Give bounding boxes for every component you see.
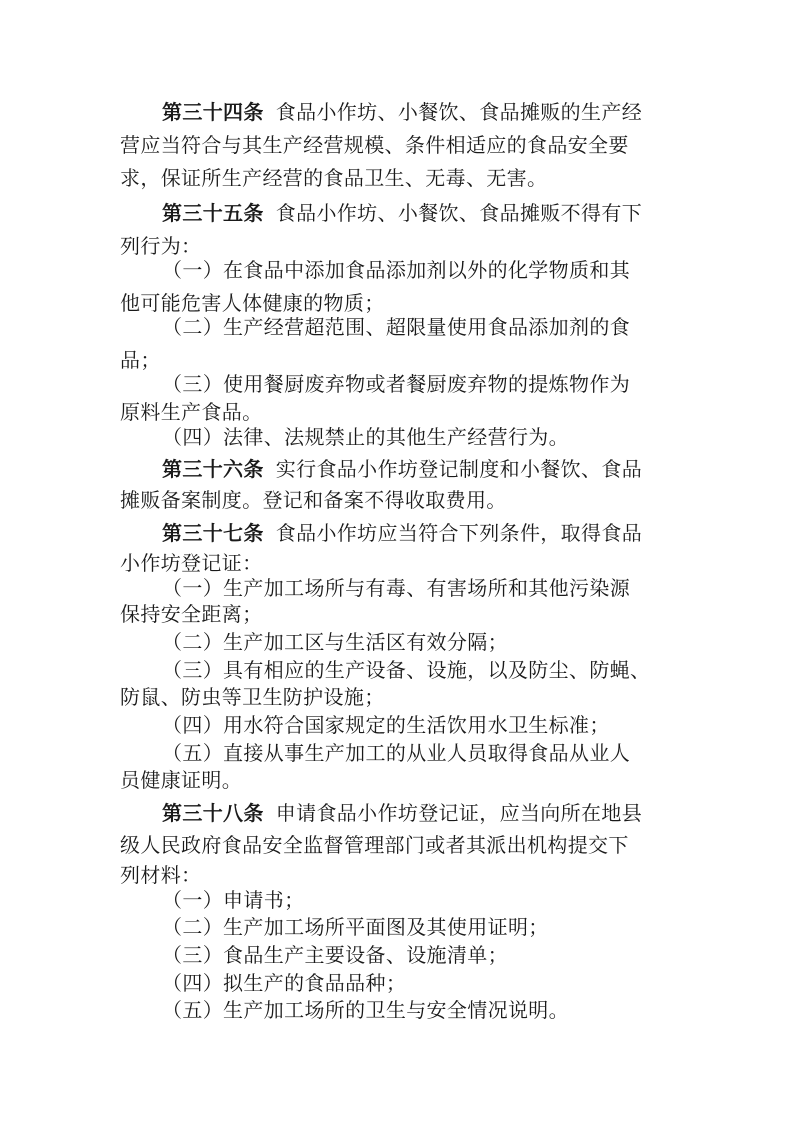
article-36-heading-line [162, 455, 642, 483]
article-text: 实行食品小作坊登记制度和小餐饮、食品 [275, 457, 643, 481]
list-item: （二）生产加工场所平面图及其使用证明； [162, 915, 549, 939]
list-item: （三）具有相应的生产设备、设施，以及防尘、防蝇、 [162, 658, 651, 682]
list-item: （二）生产经营超范围、超限量使用食品添加剂的食 [162, 315, 631, 339]
text-line: 求，保证所生产经营的食品卫生、无毒、无害。 [120, 166, 548, 190]
list-item-continuation: 原料生产食品。 [120, 400, 263, 424]
text-line: 列行为： [120, 234, 202, 258]
list-item-continuation: 保持安全距离； [120, 602, 263, 626]
article-text: 食品小作坊、小餐饮、食品摊贩不得有下 [275, 201, 643, 225]
list-item: （五）直接从事生产加工的从业人员取得食品从业人 [162, 741, 631, 765]
article-text: 食品小作坊应当符合下列条件，取得食品 [275, 521, 643, 545]
list-item: （一）生产加工场所与有毒、有害场所和其他污染源 [162, 576, 631, 600]
article-text: 食品小作坊、小餐饮、食品摊贩的生产经 [275, 100, 643, 124]
list-item: （四）法律、法规禁止的其他生产经营行为。 [162, 425, 569, 449]
article-text: 申请食品小作坊登记证，应当向所在地县 [275, 801, 643, 825]
article-title: 第三十七条 [162, 521, 264, 545]
list-item: （二）生产加工区与生活区有效分隔； [162, 630, 508, 654]
article-38-heading-line [162, 799, 642, 827]
list-item: （五）生产加工场所的卫生与安全情况说明。 [162, 998, 569, 1022]
list-item: （四）拟生产的食品品种； [162, 971, 407, 995]
list-item: （三）食品生产主要设备、设施清单； [162, 943, 508, 967]
list-item-continuation: 员健康证明。 [120, 768, 243, 792]
list-item: （一）申请书； [162, 888, 305, 912]
text-line: 列材料： [120, 863, 202, 887]
list-item: （三）使用餐厨废弃物或者餐厨废弃物的提炼物作为 [162, 372, 631, 396]
article-title: 第三十四条 [162, 100, 264, 124]
text-line: 摊贩备案制度。登记和备案不得收取费用。 [120, 488, 507, 512]
text-line: 营应当符合与其生产经营规模、条件相适应的食品安全要 [120, 133, 629, 157]
article-title: 第三十八条 [162, 801, 264, 825]
list-item-continuation: 他可能危害人体健康的物质； [120, 291, 385, 315]
article-37-heading-line [162, 519, 642, 547]
text-line: 小作坊登记证： [120, 551, 263, 575]
article-35-heading-line [162, 199, 642, 227]
list-item: （四）用水符合国家规定的生活饮用水卫生标准； [162, 713, 610, 737]
list-item-continuation: 品； [120, 348, 161, 372]
text-line: 级人民政府食品安全监督管理部门或者其派出机构提交下 [120, 833, 629, 857]
article-title: 第三十五条 [162, 201, 264, 225]
list-item-continuation: 防鼠、防虫等卫生防护设施； [120, 685, 385, 709]
list-item: （一）在食品中添加食品添加剂以外的化学物质和其 [162, 258, 631, 282]
article-34-heading-line [162, 98, 642, 126]
article-title: 第三十六条 [162, 457, 264, 481]
